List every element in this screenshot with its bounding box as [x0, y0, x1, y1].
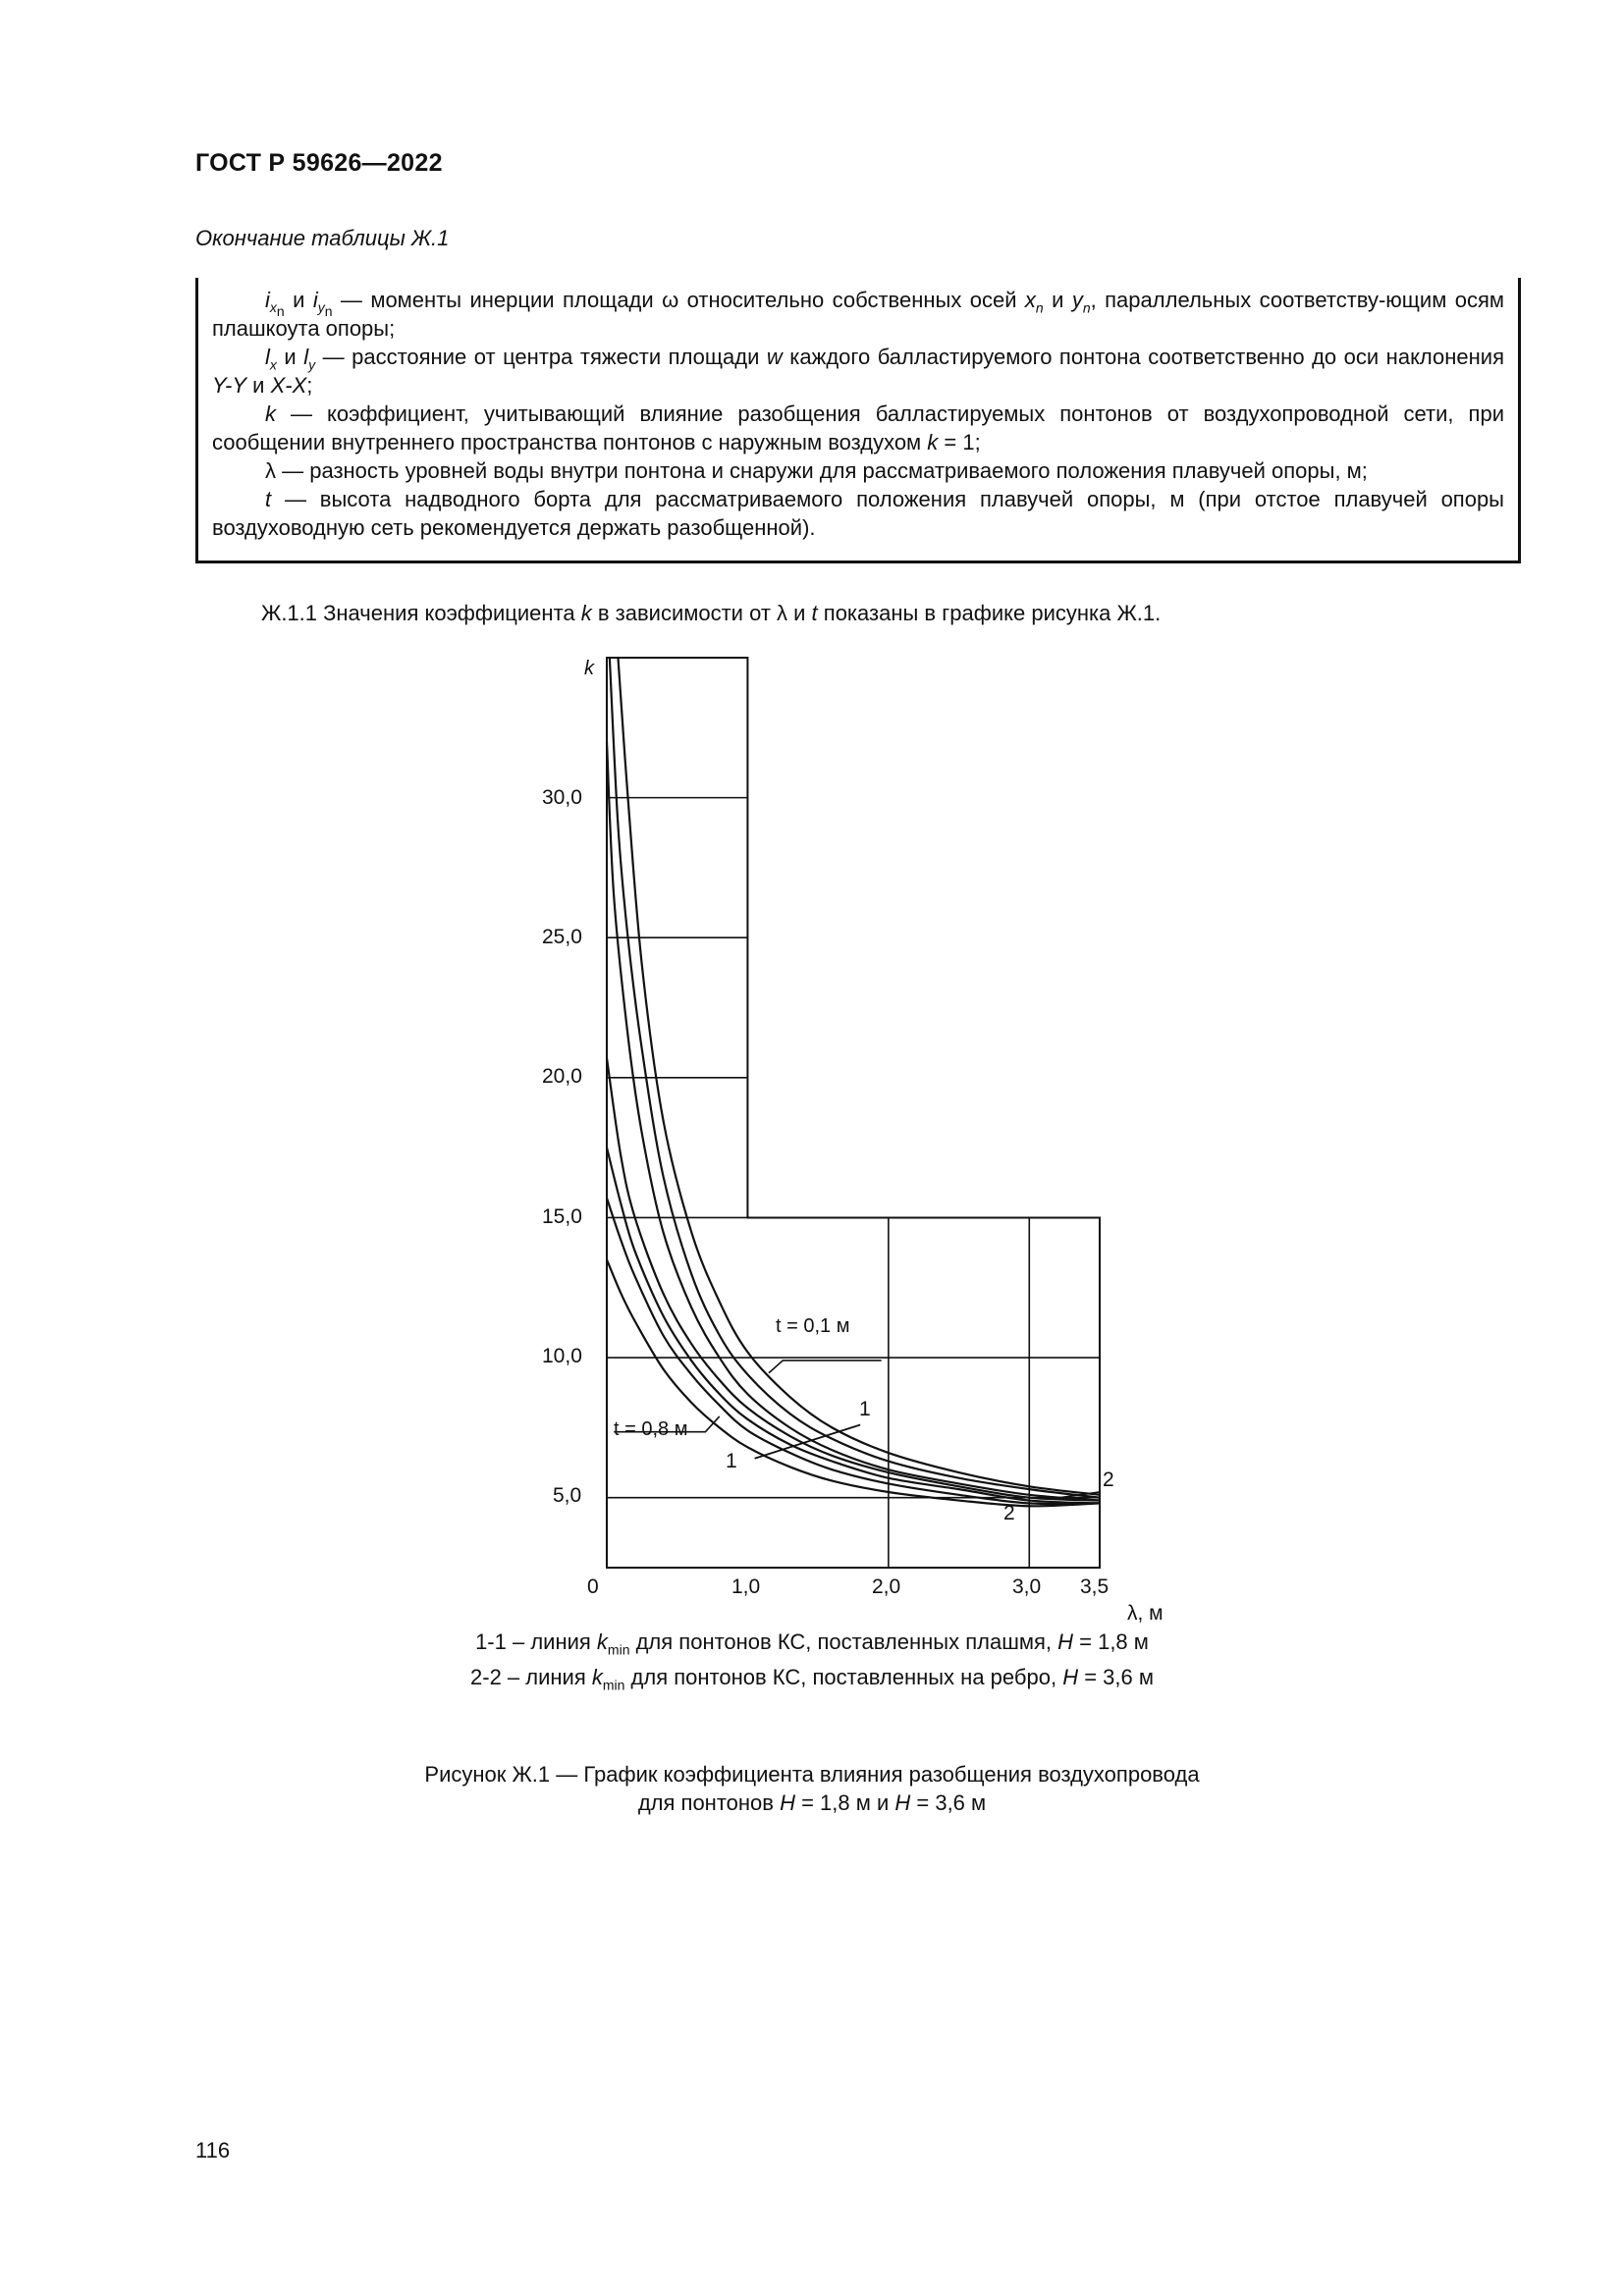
kmin-line-1-1: [755, 1425, 861, 1459]
annotation-mark-2-left: 2: [1003, 1502, 1015, 1524]
x-tick-1: 1,0: [731, 1575, 761, 1598]
table-legend-box: [195, 278, 1521, 563]
y-axis-label: k: [584, 658, 594, 679]
leader-t-top: [769, 1361, 882, 1373]
document-code: ГОСТ Р 59626—2022: [195, 149, 443, 177]
legend-line-inertia: $i_{x_n}$ и $i_{y_n}$ — моменты инерции площади ω относительно собственных осей $x_n$ и $y_n$, параллельных соответству-ющим осям плашкоута опоры;: [212, 288, 1505, 341]
y-tick-5: 5,0: [553, 1484, 582, 1507]
legend-line-lambda: λ — разность уровней воды внутри понтона и снаружи для рассматриваемого положения плавучей опоры, м;: [265, 458, 1368, 483]
legend-line-kmin-1: 1-1 – линия $k_{min}$ для понтонов КС, поставленных плашмя, H = 1,8 м: [475, 1629, 1149, 1658]
curve-series-3: [607, 742, 1100, 1501]
table-continuation-label: Окончание таблицы Ж.1: [195, 226, 450, 250]
annotation-mark-1-right: 1: [859, 1398, 871, 1420]
y-tick-15: 15,0: [542, 1205, 582, 1228]
legend-line-coefficient: k — коэффициент, учитывающий влияние разобщения балластируемых понтонов от воздухопроводной сети, при сообщении внутреннего пространства понтонов с наружным воздухом k = 1;: [212, 401, 1504, 454]
legend-line-freeboard: t — высота надводного борта для рассматриваемого положения плавучей опоры, м (при отстое плавучей опоры воздуховодную сеть рекомендуется держать разобщенной).: [212, 487, 1504, 540]
k-coefficient-chart: [535, 638, 1203, 1625]
x-tick-4: 3,5: [1080, 1575, 1110, 1598]
x-tick-2: 2,0: [872, 1575, 901, 1598]
chart-labels: [542, 658, 1164, 1625]
x-axis-label: λ, м: [1127, 1602, 1164, 1625]
figure-caption: [0, 1760, 1624, 1817]
caption-line-2: для понтонов H = 1,8 м и H = 3,6 м: [637, 1790, 987, 1815]
y-tick-10: 10,0: [542, 1345, 582, 1367]
page-number: 116: [195, 2138, 231, 2163]
caption-line-1: Рисунок Ж.1 — График коэффициента влияния разобщения воздухопровода: [424, 1762, 1200, 1787]
annotation-t-top: t = 0,1 м: [776, 1315, 850, 1337]
annotation-mark-1-left: 1: [726, 1450, 737, 1472]
legend-line-kmin-2: 2-2 – линия $k_{min}$ для понтонов КС, поставленных на ребро, H = 3,6 м: [470, 1665, 1154, 1693]
chart-curves: [607, 658, 1100, 1506]
legend-line-distance: $l_x$ и $l_y$ — расстояние от центра тяжести площади w каждого балластируемого понтона соответственно до оси наклонения Y-Y и X-X;: [212, 345, 1504, 398]
annotation-mark-2-right: 2: [1103, 1468, 1114, 1491]
x-tick-3: 3,0: [1012, 1575, 1042, 1598]
figure-intro-paragraph: Ж.1.1 Значения коэффициента k в зависимости от λ и t показаны в графике рисунка Ж.1.: [261, 601, 1162, 625]
y-tick-20: 20,0: [542, 1065, 582, 1088]
y-tick-30: 30,0: [542, 786, 582, 809]
y-tick-25: 25,0: [542, 926, 582, 948]
curve-series-1: [618, 658, 1100, 1495]
annotation-t-bottom: t = 0,8 м: [614, 1418, 688, 1440]
x-tick-0: 0: [587, 1575, 599, 1598]
